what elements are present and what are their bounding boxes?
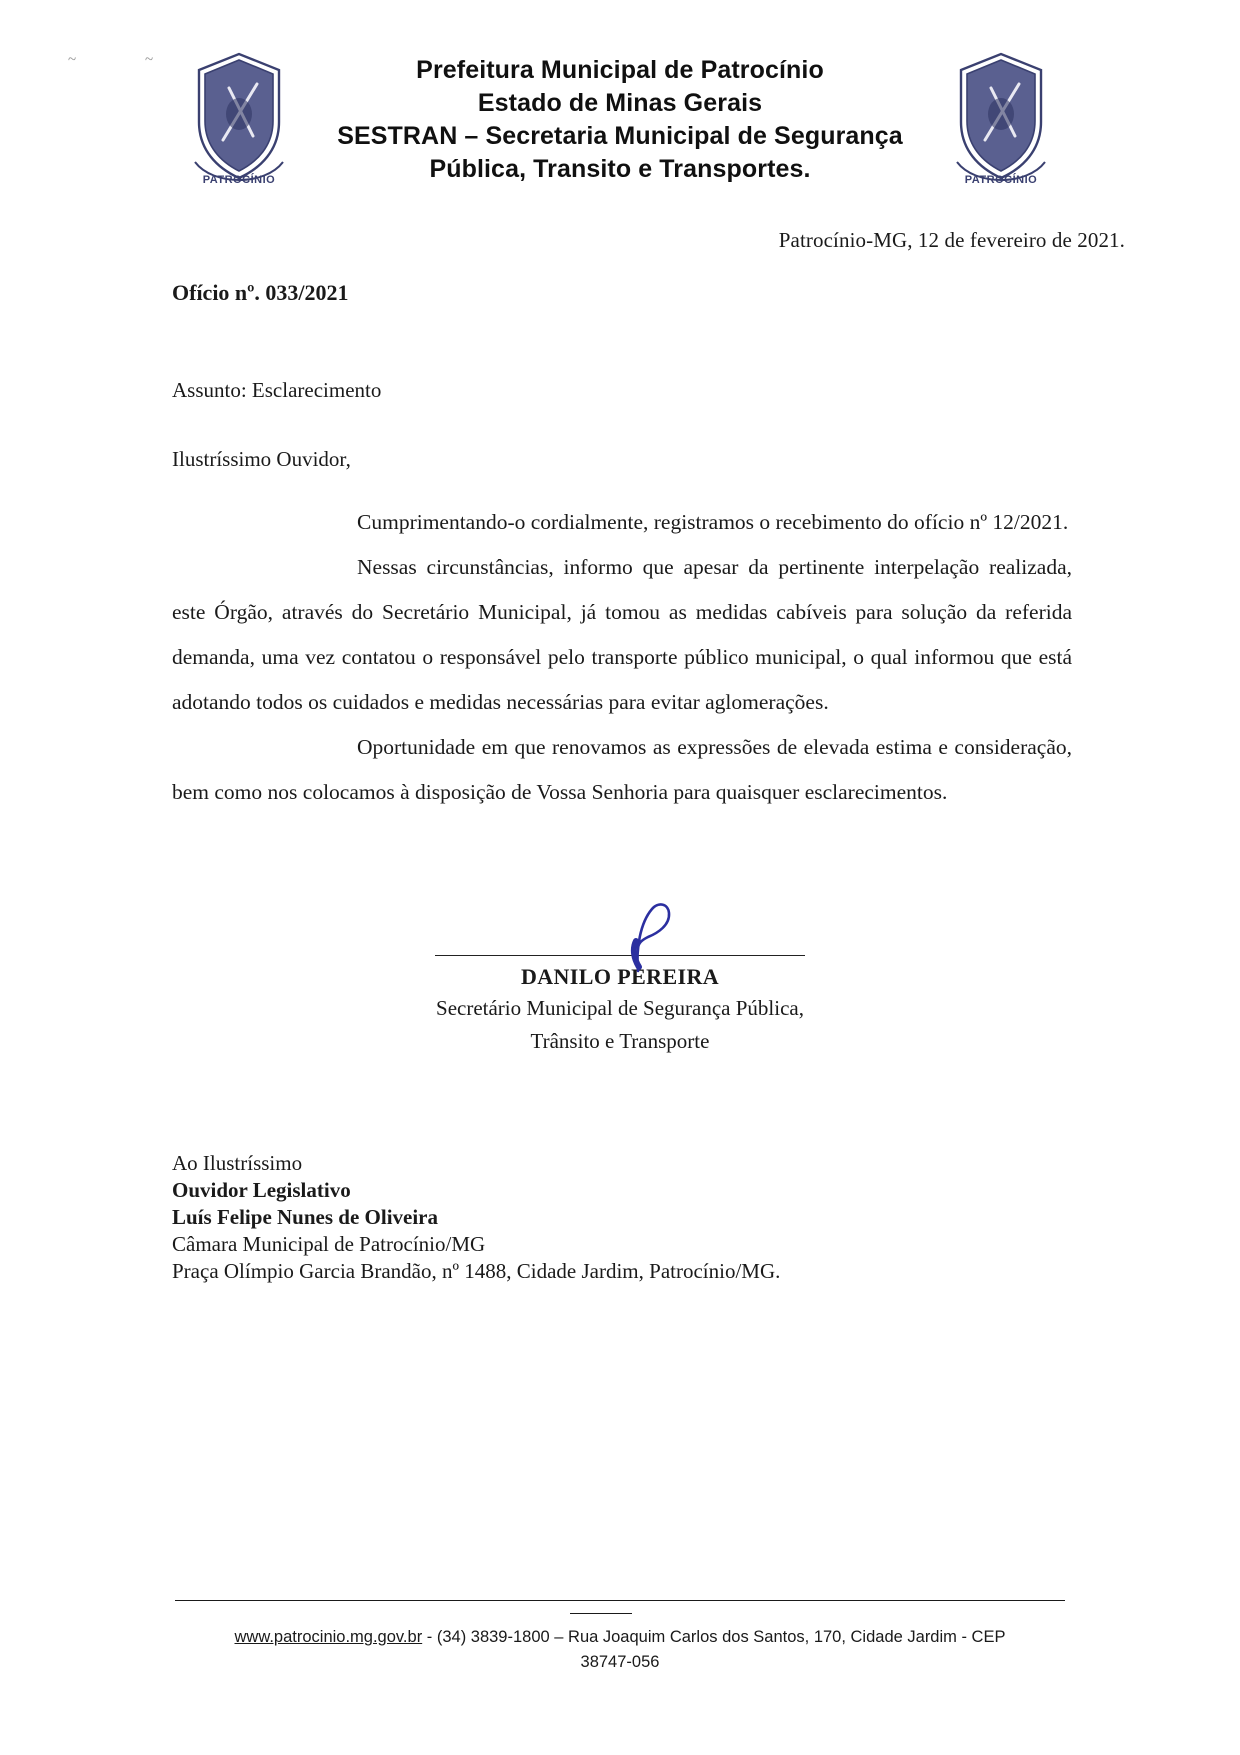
footer-divider (175, 1600, 1065, 1601)
svg-text:PATROCÍNIO: PATROCÍNIO (964, 174, 1038, 186)
oficio-number: Ofício nº. 033/2021 (172, 280, 349, 305)
footer (0, 1625, 1240, 1675)
brasao-patrocinio-icon (945, 44, 1057, 186)
recipient-line-3: Luís Felipe Nunes de Oliveira (172, 1205, 439, 1229)
document-header (0, 38, 1240, 186)
scan-artifact-left: ~ (68, 52, 77, 68)
recipient-line-1: Ao Ilustríssimo (172, 1151, 303, 1175)
brasao-patrocinio-icon (183, 44, 295, 186)
header-title-line-2: Estado de Minas Gerais (477, 89, 763, 117)
scan-artifact-right: ~ (145, 52, 154, 68)
footer-cep: 38747-056 (580, 1653, 660, 1671)
header-title-line-4: Pública, Transito e Transportes. (429, 155, 811, 183)
recipient-line-4: Câmara Municipal de Patrocínio/MG (172, 1232, 486, 1256)
signature-block (0, 955, 1240, 1056)
header-title-line-1: Prefeitura Municipal de Patrocínio (416, 56, 824, 84)
body-paragraph: Cumprimentando-o cordialmente, registramos o recebimento do ofício nº 12/2021. (357, 510, 1069, 534)
recipient-line-5: Praça Olímpio Garcia Brandão, nº 1488, Cidade Jardim, Patrocínio/MG. (172, 1259, 781, 1283)
svg-text:PATROCÍNIO: PATROCÍNIO (202, 174, 276, 186)
footer-website-link[interactable]: www.patrocinio.mg.gov.br (234, 1628, 423, 1646)
salutation: Ilustríssimo Ouvidor, (172, 447, 351, 471)
signer-name: DANILO PEREIRA (520, 964, 720, 989)
signature-line (435, 955, 805, 956)
body-paragraph: Nessas circunstâncias, informo que apesar da pertinente interpelação realizada, este Órgão, através do Secretário Municipal, já tomou as medidas cabíveis para solução da referida demanda, uma vez contatou o responsável pelo transporte público municipal, o qual informou que está adotando todos os cuidados e medidas necessárias para evitar aglomerações. (172, 555, 1072, 714)
footer-divider-short (570, 1613, 632, 1614)
recipient-block (172, 1150, 780, 1285)
subject-line: Assunto: Esclarecimento (172, 378, 382, 402)
signer-role-line-1: Secretário Municipal de Segurança Pública, (436, 996, 804, 1020)
document-body (172, 500, 1072, 815)
signer-role-line-2: Trânsito e Transporte (530, 1029, 710, 1053)
body-paragraph: Oportunidade em que renovamos as expressões de elevada estima e consideração, bem como nos colocamos à disposição de Vossa Senhoria para quaisquer esclarecimentos. (172, 735, 1072, 804)
header-title-line-3: SESTRAN – Secretaria Municipal de Segurança (337, 122, 903, 150)
footer-contact-text: - (34) 3839-1800 – Rua Joaquim Carlos dos Santos, 170, Cidade Jardim - CEP (422, 1628, 1006, 1646)
header-title-block (295, 38, 945, 186)
recipient-line-2: Ouvidor Legislativo (172, 1178, 351, 1202)
document-date: Patrocínio-MG, 12 de fevereiro de 2021. (778, 228, 1125, 252)
